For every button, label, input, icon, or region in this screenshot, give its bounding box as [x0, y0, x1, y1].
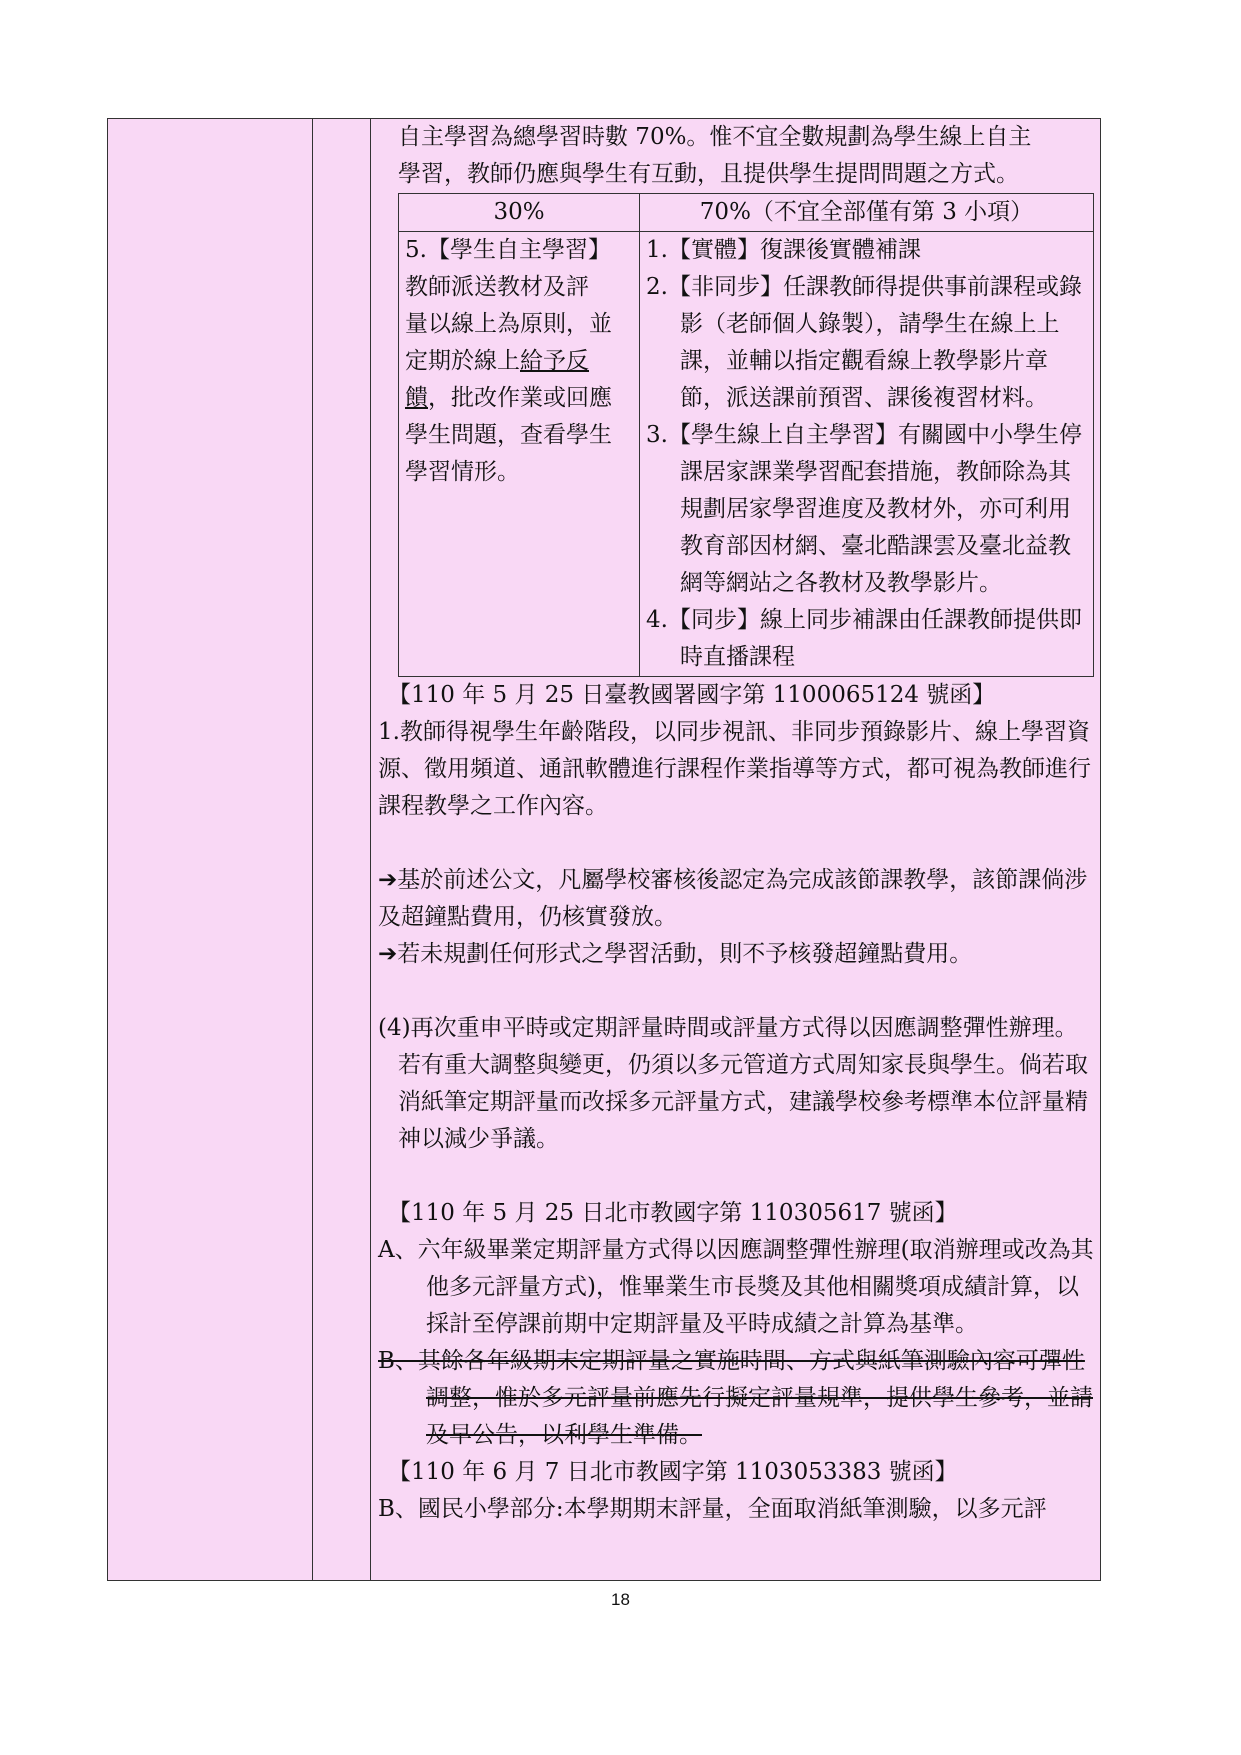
arrow-note-text: 若未規劃任何形式之學習活動，則不予核發超鐘點費用。 — [397, 941, 973, 967]
arrow-right-icon: ➔ — [378, 867, 398, 893]
mode-item: 1.【實體】復課後實體補課 — [646, 237, 921, 263]
underlined-text: 饋 — [405, 385, 428, 411]
doc-item-a: A、六年級畢業定期評量方式得以因應調整彈性辦理(取消辦理或改為其他多元評量方式)，惟畢業生市長獎及其他相關獎項成績計算，以採計至停課前期中定期評量及平時成績之計算為基準。 — [378, 1237, 1094, 1337]
header-70: 70%（不宜全部僅有第 3 小項） — [640, 194, 1094, 232]
intro-line: 學習，教師仍應與學生有互動，且提供學生提問問題之方式。 — [398, 161, 1019, 187]
content-cell — [378, 119, 1094, 1528]
underlined-text: 給予反 — [520, 348, 589, 374]
left-text: 定期於線上 — [405, 348, 520, 374]
spacer — [378, 973, 1094, 1010]
doc-body: 1.教師得視學生年齡階段，以同步視訊、非同步預錄影片、線上學習資源、徵用頻道、通訊軟體進行課程作業指導等方式，都可視為教師進行課程教學之工作內容。 — [378, 719, 1091, 819]
spacer — [378, 825, 1094, 862]
page-number: 18 — [611, 1590, 630, 1609]
allocation-table — [398, 193, 1094, 677]
doc-title: 【110 年 5 月 25 日北市教國字第 110305617 號函】 — [388, 1200, 958, 1226]
arrow-note — [378, 862, 1094, 936]
mode-item: 4.【同步】線上同步補課由任課教師提供即時直播課程 — [646, 607, 1082, 670]
doc-item-b: B、國民小學部分:本學期期末評量，全面取消紙筆測驗，以多元評 — [378, 1496, 1047, 1522]
left-text: ，批改作業或回應 — [428, 385, 612, 411]
mode-item: 3.【學生線上自主學習】有關國中小學生停課居家課業學習配套措施，教師除為其規劃居家學習進度及教材外，亦可利用教育部因材網、臺北酷課雲及臺北益教網等網站之各教材及教學影片。 — [646, 422, 1082, 596]
column-divider — [312, 119, 313, 1580]
header-30: 30% — [399, 194, 640, 232]
student-self-learning-cell — [399, 232, 640, 677]
arrow-right-icon: ➔ — [378, 941, 398, 967]
left-line: 學習情形。 — [405, 459, 520, 485]
doc-title: 【110 年 5 月 25 日臺教國署國字第 1100065124 號函】 — [388, 682, 996, 708]
left-line — [405, 343, 633, 380]
spacer — [378, 1158, 1094, 1195]
mode-list-cell — [640, 232, 1094, 677]
main-table — [107, 118, 1101, 1581]
column-divider — [370, 119, 371, 1580]
arrow-note-text: 基於前述公文，凡屬學校審核後認定為完成該節課教學，該節課倘涉及超鐘點費用，仍核實發放。 — [378, 867, 1088, 930]
item-4: (4)再次重申平時或定期評量時間或評量方式得以因應調整彈性辦理。若有重大調整與變更，仍須以多元管道方式周知家長與學生。倘若取消紙筆定期評量而改採多元評量方式，建議學校參考標準本位評量精神以減少爭議。 — [378, 1015, 1088, 1152]
left-line — [405, 380, 633, 417]
left-line: 教師派送教材及評 — [405, 274, 589, 300]
left-line: 5.【學生自主學習】 — [405, 237, 611, 263]
doc-title: 【110 年 6 月 7 日北市教國字第 1103053383 號函】 — [388, 1459, 958, 1485]
intro-line: 自主學習為總學習時數 70%。惟不宜全數規劃為學生線上自主 — [398, 124, 1032, 150]
left-line: 學生問題，查看學生 — [405, 422, 612, 448]
doc-item-b-struck: B、其餘各年級期末定期評量之實施時間、方式與紙筆測驗內容可彈性調整，惟於多元評量前應先行擬定評量規準，提供學生參考，並請及早公告，以利學生準備。 — [378, 1348, 1093, 1448]
left-line: 量以線上為原則，並 — [405, 311, 612, 337]
arrow-note — [378, 936, 1094, 973]
mode-item: 2.【非同步】任課教師得提供事前課程或錄影（老師個人錄製），請學生在線上上課，並輔以指定觀看線上教學影片章節，派送課前預習、課後複習材料。 — [646, 274, 1082, 411]
